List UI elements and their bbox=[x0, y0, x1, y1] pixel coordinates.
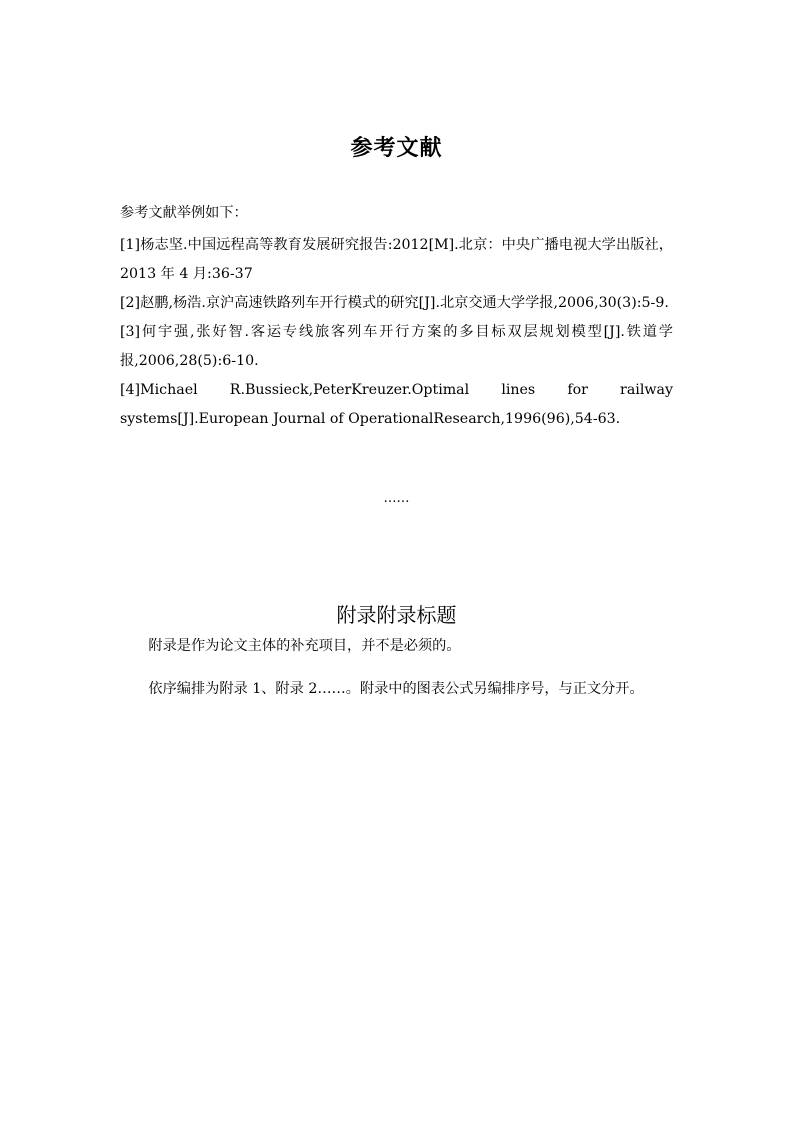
reference-item-1: [1]杨志坚.中国远程高等教育发展研究报告:2012[M].北京：中央广播电视大学出版社，2013 年 4 月:36-37 bbox=[120, 237, 673, 282]
appendix-paragraph-1: 附录是作为论文主体的补充项目，并不是必须的。 bbox=[148, 638, 461, 654]
references-intro: 参考文献举例如下： bbox=[120, 205, 248, 221]
appendix-body bbox=[120, 632, 673, 704]
reference-item-3: [3]何宇强,张好智.客运专线旅客列车开行方案的多目标双层规划模型[J].铁道学报,2006,28(5):6-10. bbox=[120, 324, 673, 369]
reference-list bbox=[120, 231, 673, 434]
references-title: 参考文献 bbox=[350, 136, 443, 161]
reference-item-2: [2]赵鹏,杨浩.京沪高速铁路列车开行模式的研究[J].北京交通大学学报,2006,30(3):5-9. bbox=[120, 295, 669, 311]
references-ellipsis: …… bbox=[383, 491, 410, 506]
appendix-paragraph-2: 依序编排为附录 1、附录 2……。附录中的图表公式另编排序号，与正文分开。 bbox=[148, 681, 644, 697]
reference-item-4: [4]Michael R.Bussieck,PeterKreuzer.Optimal lines for railway systems[J].European Journal of OperationalResearch,1996(96),54-63. bbox=[120, 382, 673, 427]
appendix-title: 附录附录标题 bbox=[336, 603, 457, 627]
